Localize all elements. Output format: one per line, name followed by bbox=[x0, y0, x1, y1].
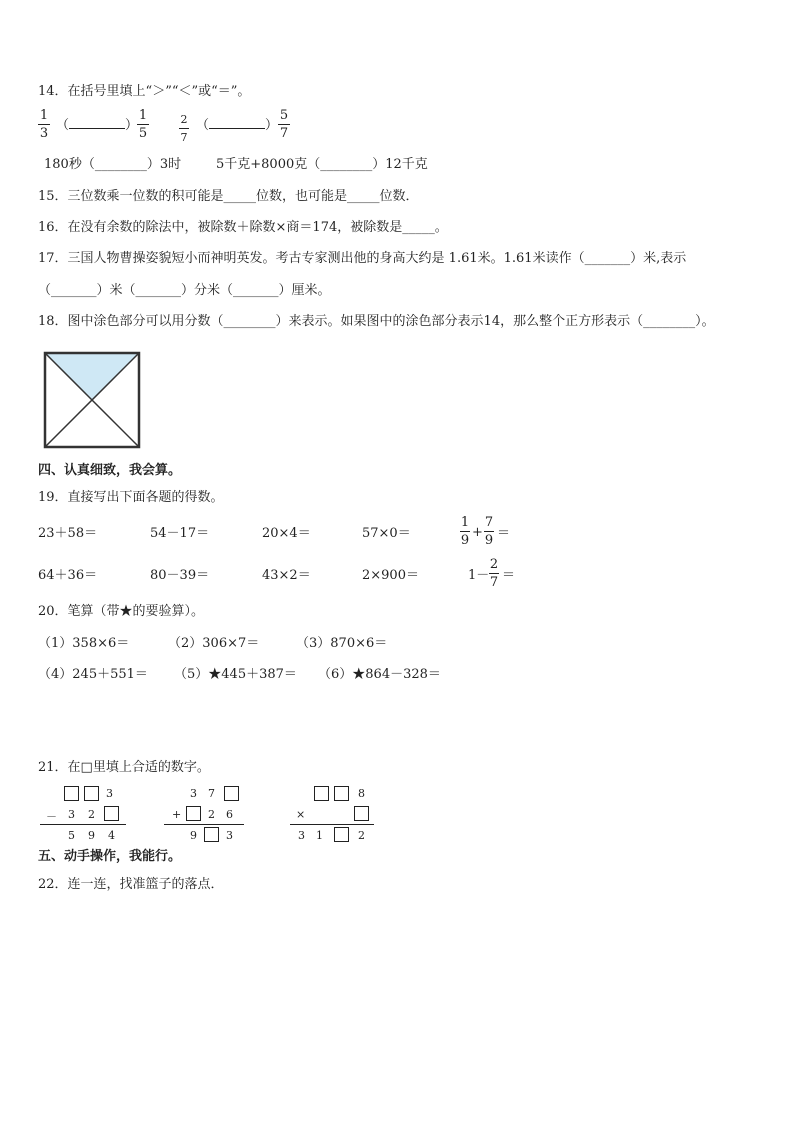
q14-fraction-4: 5 7 bbox=[279, 108, 289, 141]
q21-subtraction-puzzle: 3 － 3 2 5 9 4 bbox=[40, 786, 130, 846]
q14-title: 14．在括号里填上“＞”“＜”或“＝”。 bbox=[38, 84, 251, 99]
q19-r1-c2: 54－17＝ bbox=[150, 526, 210, 541]
q19-r2-c1: 64＋36＝ bbox=[38, 568, 98, 583]
q17-line2: （_______）米（_______）分米（_______）厘米。 bbox=[38, 283, 331, 298]
q14-fraction-2: 1 5 bbox=[138, 108, 148, 141]
q21-addition-puzzle: 3 7 + 2 6 9 3 bbox=[164, 786, 248, 846]
q21-multiplication-puzzle: 8 × 3 1 2 bbox=[290, 786, 380, 846]
digit-box[interactable] bbox=[84, 786, 99, 801]
digit-box[interactable] bbox=[224, 786, 239, 801]
q14-line2-left: 180秒（________）3时 bbox=[44, 157, 182, 172]
q14-fraction-1: 1 3 bbox=[39, 108, 49, 141]
q19-fraction-sum: 1 9 + 7 9 ＝ bbox=[460, 515, 511, 548]
q15-text: 15．三位数乘一位数的积可能是_____位数，也可能是_____位数． bbox=[38, 189, 419, 204]
q14-fraction-3: 2 7 bbox=[180, 113, 188, 144]
q14-line2-right: 5千克+8000克（________）12千克 bbox=[216, 157, 428, 172]
q20-item-6: （6）★864－328＝ bbox=[318, 667, 441, 682]
q19-r2-c3: 43×2＝ bbox=[262, 568, 311, 583]
q22-text: 22．连一连，找准篮子的落点． bbox=[38, 877, 224, 892]
q18-square-figure bbox=[43, 351, 141, 449]
digit-box[interactable] bbox=[104, 806, 119, 821]
q14-blank-2[interactable]: （ ） bbox=[196, 118, 279, 133]
digit-box[interactable] bbox=[314, 786, 329, 801]
q19-r1-c4: 57×0＝ bbox=[362, 526, 411, 541]
digit-box[interactable] bbox=[354, 806, 369, 821]
q19-r2-c4: 2×900＝ bbox=[362, 568, 419, 583]
shaded-triangle bbox=[45, 353, 139, 400]
digit-box[interactable] bbox=[204, 827, 219, 842]
q17-line1: 17．三国人物曹操姿貌短小而神明英发。考古专家测出他的身高大约是 1.61米。1.61米读作（_______）米,表示 bbox=[38, 251, 687, 266]
q20-item-5: （5）★445＋387＝ bbox=[174, 667, 297, 682]
digit-box[interactable] bbox=[334, 786, 349, 801]
digit-box[interactable] bbox=[64, 786, 79, 801]
q20-item-2: （2）306×7＝ bbox=[168, 636, 260, 651]
q20-item-1: （1）358×6＝ bbox=[38, 636, 130, 651]
q19-r1-c1: 23＋58＝ bbox=[38, 526, 98, 541]
section4-title: 四、认真细致，我会算。 bbox=[38, 463, 182, 478]
q18-text: 18．图中涂色部分可以用分数（________）来表示。如果图中的涂色部分表示14，那么整个正方形表示（________）。 bbox=[38, 314, 715, 329]
q14-blank-1[interactable]: （ ） bbox=[56, 118, 139, 133]
q20-item-3: （3）870×6＝ bbox=[296, 636, 388, 651]
digit-box[interactable] bbox=[334, 827, 349, 842]
section5-title: 五、动手操作，我能行。 bbox=[38, 849, 182, 864]
q20-title: 20．笔算（带★的要验算）。 bbox=[38, 604, 205, 619]
q19-r2-c2: 80－39＝ bbox=[150, 568, 210, 583]
q21-title: 21．在□里填上合适的数字。 bbox=[38, 760, 210, 775]
q19-fraction-difference: 1－ 2 7 ＝ bbox=[468, 557, 516, 590]
digit-box[interactable] bbox=[186, 806, 201, 821]
q19-title: 19．直接写出下面各题的得数。 bbox=[38, 490, 224, 505]
q16-text: 16．在没有余数的除法中，被除数＋除数×商＝174，被除数是_____。 bbox=[38, 220, 448, 235]
q20-item-4: （4）245＋551＝ bbox=[38, 667, 148, 682]
q19-r1-c3: 20×4＝ bbox=[262, 526, 311, 541]
